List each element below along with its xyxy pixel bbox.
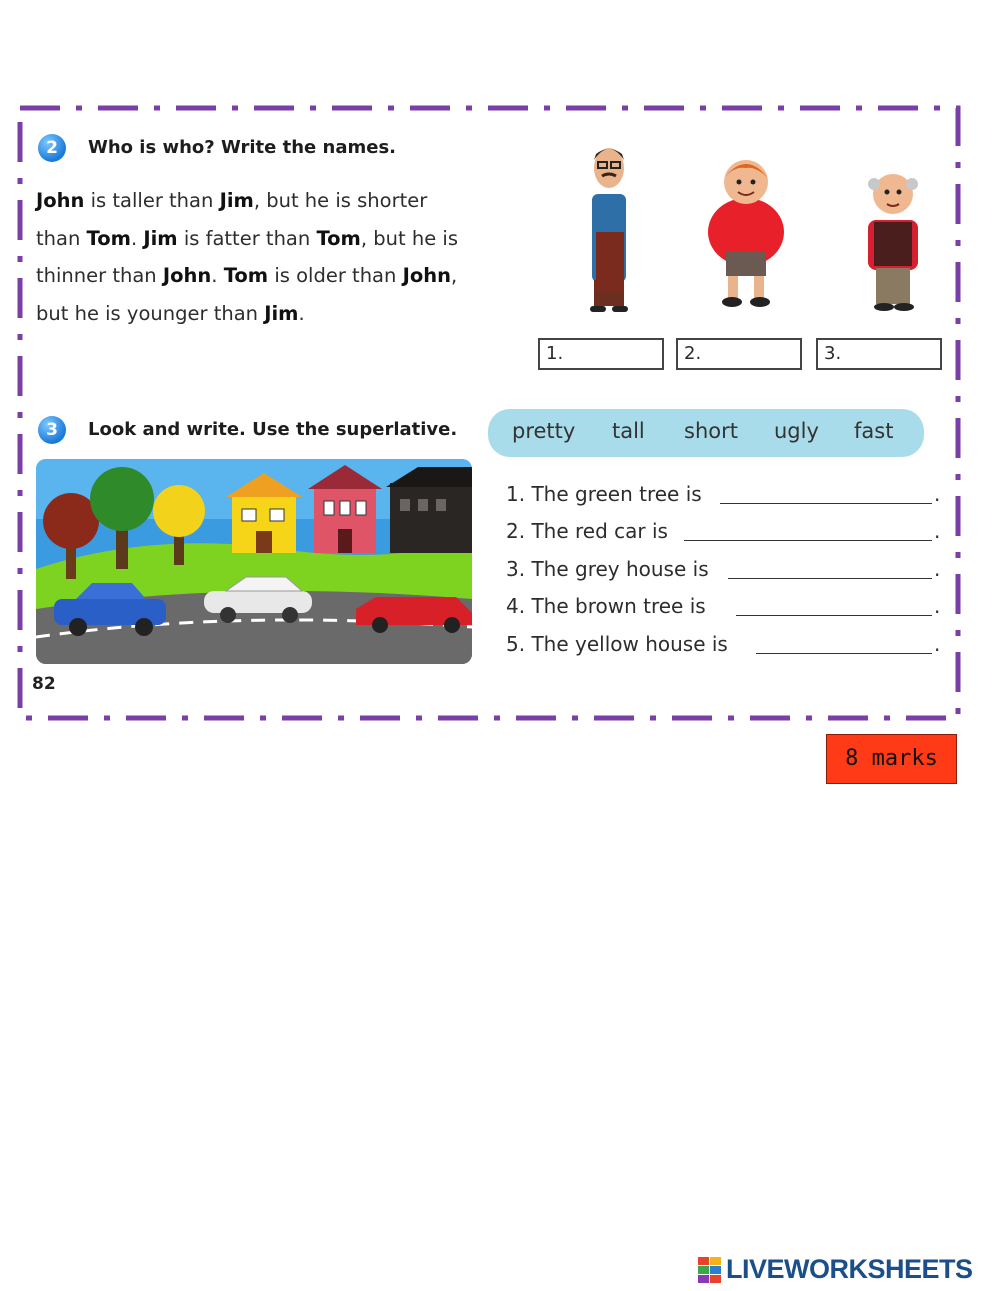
name-box-1[interactable] xyxy=(538,338,664,370)
word-bank xyxy=(488,409,924,457)
word-fast: fast xyxy=(854,419,894,443)
question-1 xyxy=(506,482,941,506)
street-scene-illustration xyxy=(36,459,472,664)
exercise-3-title: Look and write. Use the superlative. xyxy=(88,419,458,440)
exercise-2-paragraph xyxy=(36,182,526,332)
question-4 xyxy=(506,594,941,618)
paragraph-text: is fatter than xyxy=(177,226,317,250)
question-5-period: . xyxy=(934,632,941,656)
paragraph-name: Tom xyxy=(223,264,269,287)
paragraph-text: . xyxy=(298,301,305,325)
question-2 xyxy=(506,519,941,543)
paragraph-line xyxy=(36,257,526,295)
logo-text: LIVEWORKSHEETS xyxy=(726,1254,973,1284)
question-2-text: 2. The red car is xyxy=(506,519,668,543)
answer-line-4[interactable] xyxy=(736,594,932,616)
paragraph-line xyxy=(36,295,526,333)
paragraph-text: . xyxy=(211,264,224,287)
paragraph-name: Jim xyxy=(264,301,299,325)
characters-illustration xyxy=(556,132,936,317)
question-4-text: 4. The brown tree is xyxy=(506,594,706,618)
marks-badge: 8 marks xyxy=(826,734,957,784)
word-ugly: ugly xyxy=(774,419,819,443)
paragraph-name: Jim xyxy=(219,189,254,212)
answer-line-5[interactable] xyxy=(756,632,932,654)
name-box-3-label: 3. xyxy=(824,343,842,364)
page-number: 82 xyxy=(32,674,56,694)
logo-blocks-icon xyxy=(698,1257,722,1283)
word-pretty: pretty xyxy=(512,419,576,443)
question-5 xyxy=(506,632,941,656)
exercise-3-number: 3 xyxy=(38,416,66,444)
worksheet-frame xyxy=(16,104,962,722)
paragraph-text: than xyxy=(36,226,87,250)
name-input-1[interactable] xyxy=(570,343,658,367)
name-box-1-label: 1. xyxy=(546,343,564,364)
paragraph-text: is taller than xyxy=(84,189,220,212)
paragraph-text: , but he is xyxy=(360,226,458,250)
character-1 xyxy=(590,148,628,312)
question-2-period: . xyxy=(934,519,941,543)
question-3 xyxy=(506,557,941,581)
paragraph-text: but he is younger than xyxy=(36,301,265,325)
paragraph-text: is older than xyxy=(268,264,403,287)
name-box-2-label: 2. xyxy=(684,343,702,364)
paragraph-name: Tom xyxy=(86,226,131,250)
word-short: short xyxy=(684,419,738,443)
paragraph-text: thinner than xyxy=(36,264,163,287)
paragraph-line xyxy=(36,182,526,220)
paragraph-text: , but he is shorter xyxy=(253,189,428,212)
paragraph-name: John xyxy=(162,264,212,287)
name-box-3[interactable] xyxy=(816,338,942,370)
paragraph-text: . xyxy=(130,226,144,250)
answer-line-1[interactable] xyxy=(720,482,932,504)
question-1-text: 1. The green tree is xyxy=(506,482,702,506)
paragraph-line xyxy=(36,220,526,258)
exercise-2-number: 2 xyxy=(38,134,66,162)
question-1-period: . xyxy=(934,482,941,506)
question-3-period: . xyxy=(934,557,941,581)
word-tall: tall xyxy=(612,419,645,443)
name-input-3[interactable] xyxy=(848,343,936,367)
name-input-2[interactable] xyxy=(708,343,796,367)
character-2 xyxy=(708,160,784,307)
exercise-2-title: Who is who? Write the names. xyxy=(88,137,397,158)
paragraph-name: John xyxy=(402,264,451,287)
paragraph-name: Tom xyxy=(316,226,361,250)
paragraph-text: , xyxy=(451,264,458,287)
answer-line-3[interactable] xyxy=(728,557,932,579)
paragraph-name: Jim xyxy=(143,226,178,250)
liveworksheets-logo xyxy=(698,1254,994,1286)
answer-line-2[interactable] xyxy=(684,519,932,541)
character-3 xyxy=(868,174,918,311)
question-3-text: 3. The grey house is xyxy=(506,557,709,581)
name-box-2[interactable] xyxy=(676,338,802,370)
paragraph-name: John xyxy=(36,189,85,212)
question-5-text: 5. The yellow house is xyxy=(506,632,728,656)
question-4-period: . xyxy=(934,594,941,618)
